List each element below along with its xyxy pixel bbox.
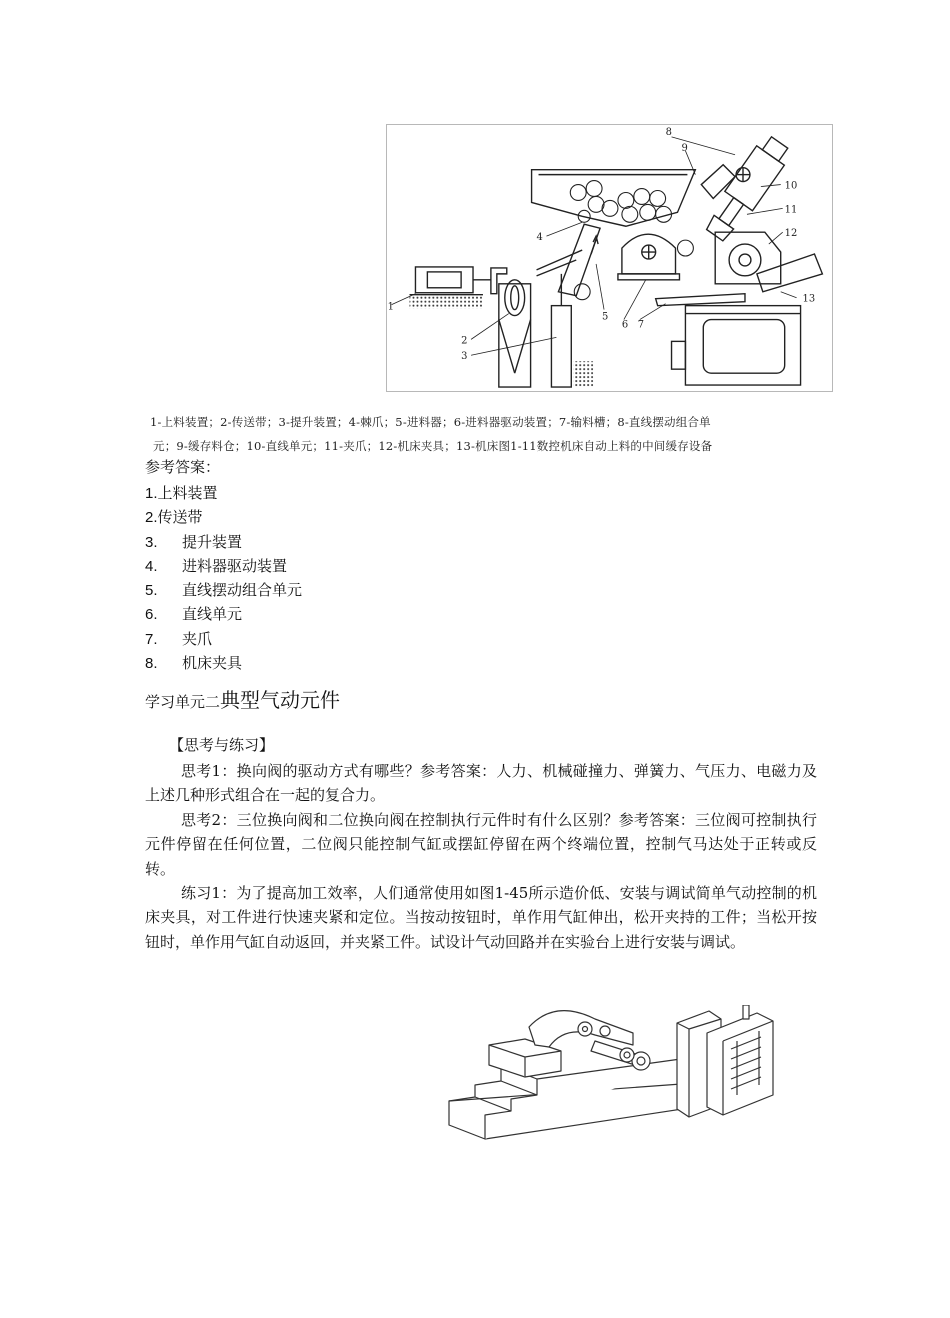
list-item — [145, 578, 302, 602]
figure-caption — [150, 410, 830, 458]
unit-heading — [145, 684, 340, 713]
item-number: 8. — [145, 655, 158, 673]
figure-automatic-loading-diagram — [386, 124, 833, 392]
list-item — [145, 505, 302, 529]
item-text: 上料装置 — [157, 484, 218, 502]
list-item — [145, 651, 302, 675]
item-text: 进料器驱动装置 — [182, 556, 288, 575]
item-number: 3. — [145, 533, 158, 551]
item-text: 传送带 — [157, 508, 203, 527]
item-number: 4. — [145, 557, 158, 575]
section-heading: 【思考与练习】 — [169, 736, 275, 754]
item-number: 2. — [145, 509, 158, 527]
item-text: 提升装置 — [182, 532, 243, 551]
part-label-13: 13 — [802, 293, 816, 305]
caption-line-1: 1-上料装置；2-传送带；3-提升装置；4-棘爪；5-进料器；6-进料器驱动装置；7-输料槽；8-直线摆动组合单 — [150, 415, 711, 429]
figure-pneumatic-fixture — [445, 1005, 775, 1145]
part-label-8: 8 — [665, 126, 672, 138]
item-number: 7. — [145, 630, 158, 648]
item-number: 5. — [145, 582, 158, 600]
item-text: 直线单元 — [182, 605, 243, 624]
part-label-12: 12 — [784, 228, 798, 240]
answers-heading: 参考答案： — [145, 458, 221, 476]
item-number: 1. — [145, 485, 158, 502]
part-label-11: 11 — [784, 204, 798, 216]
part-label-3: 3 — [461, 351, 468, 363]
part-label-4: 4 — [536, 232, 543, 244]
fixture-drawing — [445, 1005, 775, 1145]
part-label-7: 7 — [637, 319, 645, 331]
item-text: 夹爪 — [182, 629, 213, 648]
list-item — [145, 530, 302, 554]
list-item — [145, 554, 302, 578]
item-text: 机床夹具 — [182, 654, 243, 673]
unit-prefix: 学习单元二 — [145, 693, 221, 711]
caption-line-2: 元；9-缓存料仓；10-直线单元；11-夹爪；12-机床夹具；13-机床图1-11数控机床自动上料的中间缓存设备 — [153, 439, 713, 453]
list-item — [145, 602, 302, 626]
item-text: 直线摆动组合单元 — [182, 581, 303, 600]
unit-title: 典型气动元件 — [220, 688, 341, 712]
loading-mechanism-drawing — [387, 125, 832, 391]
exercise-1-paragraph: 练习1：为了提高加工效率，人们通常使用如图1-45所示造价低、安装与调试简单气动控制的机床夹具，对工件进行快速夹紧和定位。当按动按钮时，单作用气缸伸出，松开夹持的工件；当松开按钮时，单作用气缸自动返回，并夹紧工件。试设计气动回路并在实验台上进行安装与调试。 — [145, 884, 817, 951]
part-label-9: 9 — [681, 142, 688, 154]
part-label-2: 2 — [461, 335, 468, 347]
part-label-10: 10 — [784, 180, 798, 192]
think-2-paragraph: 思考2：三位换向阀和二位换向阀在控制执行元件时有什么区别？参考答案：三位阀可控制执行元件停留在任何位置，二位阀只能控制气缸或摆缸停留在两个终端位置，控制气马达处于正转或反转。 — [145, 811, 817, 878]
part-label-6: 6 — [621, 319, 629, 331]
list-item — [145, 481, 302, 505]
item-number: 6. — [145, 606, 158, 624]
part-label-5: 5 — [602, 311, 609, 323]
think-1-paragraph: 思考1：换向阀的驱动方式有哪些？参考答案：人力、机械碰撞力、弹簧力、气压力、电磁力及上述几种形式组合在一起的复合力。 — [145, 762, 817, 805]
list-item — [145, 627, 302, 651]
answers-list — [145, 481, 302, 675]
part-label-1: 1 — [387, 301, 394, 313]
